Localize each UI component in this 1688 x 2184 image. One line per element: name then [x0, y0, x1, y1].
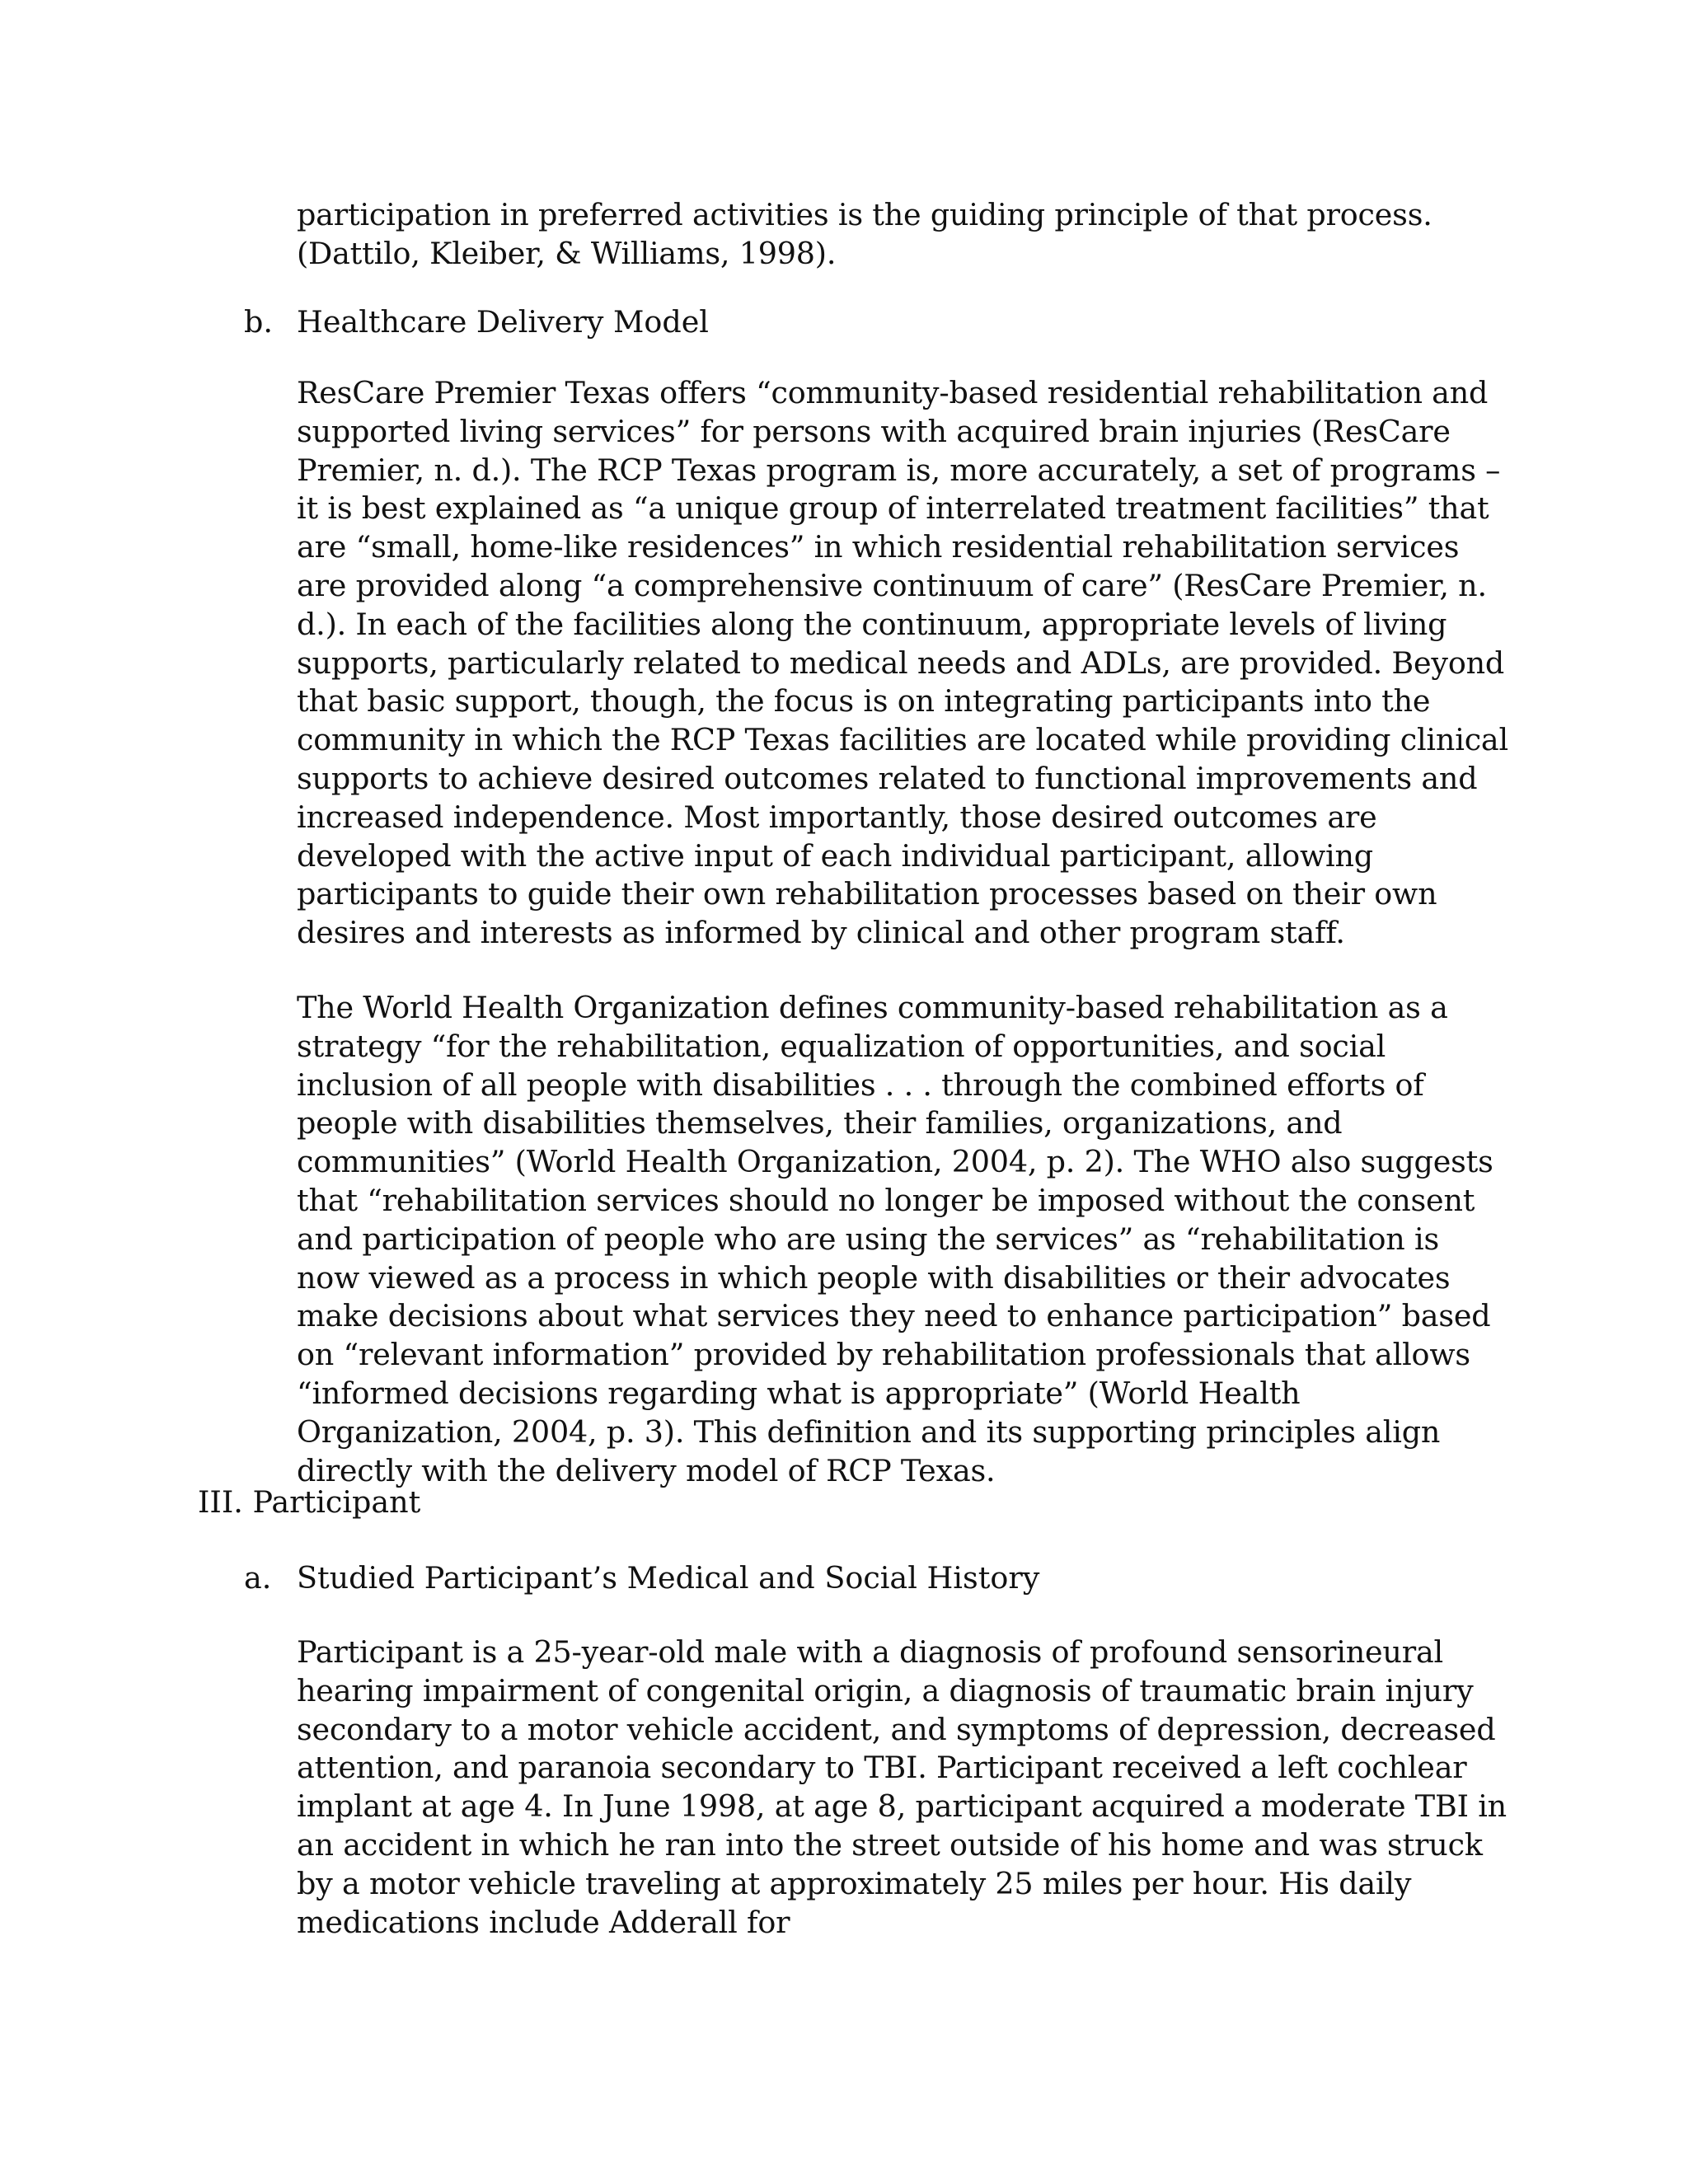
medical-history-paragraph: Participant is a 25-year-old male with a diagnosis of profound sensorineural hearing impairment of congenital origin, a diagnosis of traumatic brain injury secondary to a motor vehicle accident, and symptoms of depression, decreased attention, and paranoia secondary to TBI. Participant received a left cochlear implant at age 4. In June 1998, at age 8, participant acquired a moderate TBI in an accident in which he ran into the street outside of his home and was struck by a motor vehicle traveling at approximately 25 miles per hour. His daily medications include Adderall for	[297, 1634, 1507, 1940]
section-iii-title: III. Participant	[198, 1484, 421, 1520]
delivery-model-paragraph-2: The World Health Organization defines community-based rehabilitation as a strategy “for the rehabilitation, equalization of opportunities, and social inclusion of all people with disabilities . . . through the combined efforts of people with disabilities themselves, their families, organizations, and communities” (World Health Organization, 2004, p. 2). The WHO also suggests that “rehabilitation services should no longer be imposed without the consent and participation of people who are using the services” as “rehabilitation is now viewed as a process in which people with disabilities or their advocates make decisions about what services they need to enhance participation” based on “relevant information” provided by rehabilitation professionals that allows “informed decisions regarding what is appropriate” (World Health Organization, 2004, p. 3). This definition and its supporting principles align directly with the delivery model of RCP Texas.	[297, 990, 1493, 1488]
delivery-model-paragraph-1: ResCare Premier Texas offers “community-based residential rehabilitation and supported living services” for persons with acquired brain injuries (ResCare Premier, n. d.). The RCP Texas program is, more accurately, a set of programs – it is best explained as “a unique group of interrelated treatment facilities” that are “small, home-like residences” in which residential rehabilitation services are provided along “a comprehensive continuum of care” (ResCare Premier, n. d.). In each of the facilities along the continuum, appropriate levels of living supports, particularly related to medical needs and ADLs, are provided. Beyond that basic support, though, the focus is on integrating participants into the community in which the RCP Texas facilities are located while providing clinical supports to achieve desired outcomes related to functional improvements and increased independence. Most importantly, those desired outcomes are developed with the active input of each individual participant, allowing participants to guide their own rehabilitation processes based on their own desires and interests as informed by clinical and other program staff.	[297, 375, 1508, 951]
subsection-b-marker: b.	[244, 304, 273, 340]
continuation-paragraph: participation in preferred activities is the guiding principle of that process. (Dattilo, Kleiber, & Williams, 1998).	[297, 197, 1432, 271]
subsection-a-title: Studied Participant’s Medical and Social History	[297, 1560, 1040, 1596]
subsection-a-marker: a.	[244, 1560, 272, 1596]
subsection-b-title: Healthcare Delivery Model	[297, 304, 709, 340]
